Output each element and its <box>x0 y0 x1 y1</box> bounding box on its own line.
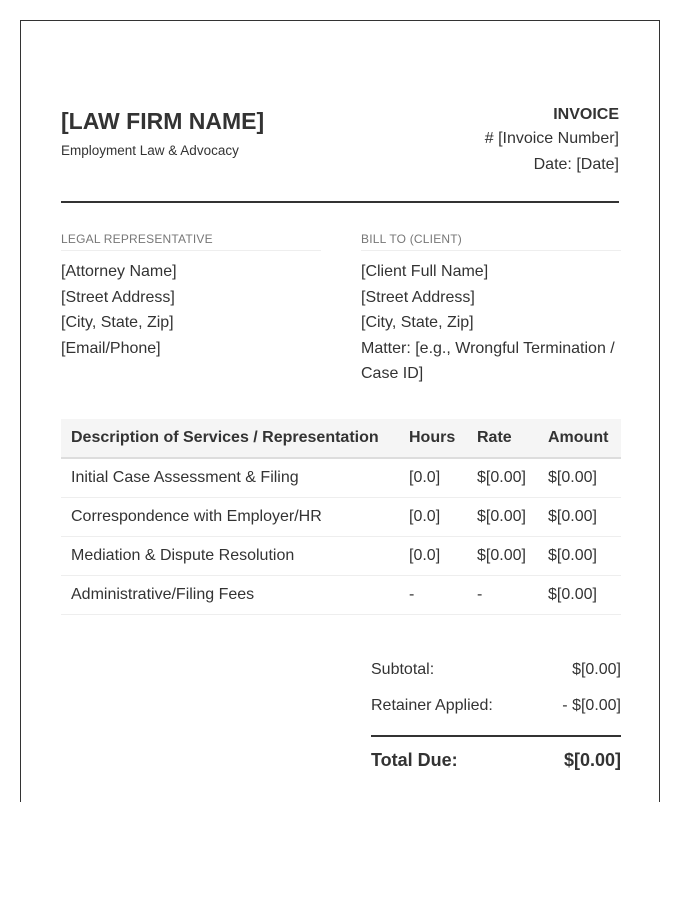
firm-name: [LAW FIRM NAME] <box>61 108 265 134</box>
client-name: [Client Full Name] <box>361 263 489 280</box>
attorney-name: [Attorney Name] <box>61 263 177 280</box>
total-due-value: $[0.00] <box>563 750 621 770</box>
row-rate: $[0.00] <box>467 537 538 576</box>
firm-tagline: Employment Law & Advocacy <box>61 143 239 158</box>
row-rate: - <box>467 576 538 615</box>
row-description: Administrative/Filing Fees <box>61 576 399 615</box>
subtotal-value: $[0.00] <box>572 661 621 678</box>
row-amount: $[0.00] <box>538 498 621 537</box>
subtotal-row <box>371 653 621 689</box>
bill-to-section <box>361 232 621 387</box>
total-due-label: Total Due: <box>371 750 458 770</box>
header-rate: Rate <box>467 419 538 458</box>
invoice-meta <box>485 105 619 177</box>
row-amount: $[0.00] <box>538 537 621 576</box>
row-amount: $[0.00] <box>538 458 621 498</box>
table-row <box>61 498 621 537</box>
retainer-row <box>371 689 621 725</box>
invoice-title: INVOICE <box>553 106 619 123</box>
client-matter: Matter: [e.g., Wrongful Termination / <box>361 339 615 357</box>
total-due-row <box>371 737 621 781</box>
header-hours: Hours <box>399 419 467 458</box>
table-row <box>61 576 621 615</box>
attorney-contact: [Email/Phone] <box>61 339 161 357</box>
invoice-date: Date: [Date] <box>533 156 619 173</box>
row-hours: - <box>399 576 467 615</box>
row-hours: [0.0] <box>399 498 467 537</box>
table-row <box>61 537 621 576</box>
row-description: Mediation & Dispute Resolution <box>61 537 399 576</box>
attorney-street: [Street Address] <box>61 288 175 306</box>
table-row <box>61 458 621 498</box>
legal-representative-label: LEGAL REPRESENTATIVE <box>61 232 321 251</box>
invoice-number: # [Invoice Number] <box>484 130 619 147</box>
retainer-value: - $[0.00] <box>562 697 621 714</box>
bill-to-label: BILL TO (CLIENT) <box>361 232 621 251</box>
row-rate: $[0.00] <box>467 498 538 537</box>
client-matter-cont: Case ID] <box>361 365 424 383</box>
table-header-row <box>61 419 621 458</box>
row-hours: [0.0] <box>399 537 467 576</box>
client-street: [Street Address] <box>361 288 475 306</box>
header-description: Description of Services / Representation <box>61 419 399 458</box>
row-description: Correspondence with Employer/HR <box>61 498 399 537</box>
totals-section <box>371 653 621 781</box>
row-rate: $[0.00] <box>467 458 538 498</box>
row-amount: $[0.00] <box>538 576 621 615</box>
attorney-city: [City, State, Zip] <box>61 314 174 332</box>
header-amount: Amount <box>538 419 621 458</box>
services-table <box>61 419 621 615</box>
row-hours: [0.0] <box>399 458 467 498</box>
subtotal-label: Subtotal: <box>371 661 435 678</box>
row-description: Initial Case Assessment & Filing <box>61 458 399 498</box>
client-city: [City, State, Zip] <box>361 314 474 332</box>
legal-representative-section <box>61 232 321 361</box>
invoice-header <box>61 105 619 203</box>
retainer-label: Retainer Applied: <box>371 697 493 714</box>
invoice-page <box>20 20 660 802</box>
